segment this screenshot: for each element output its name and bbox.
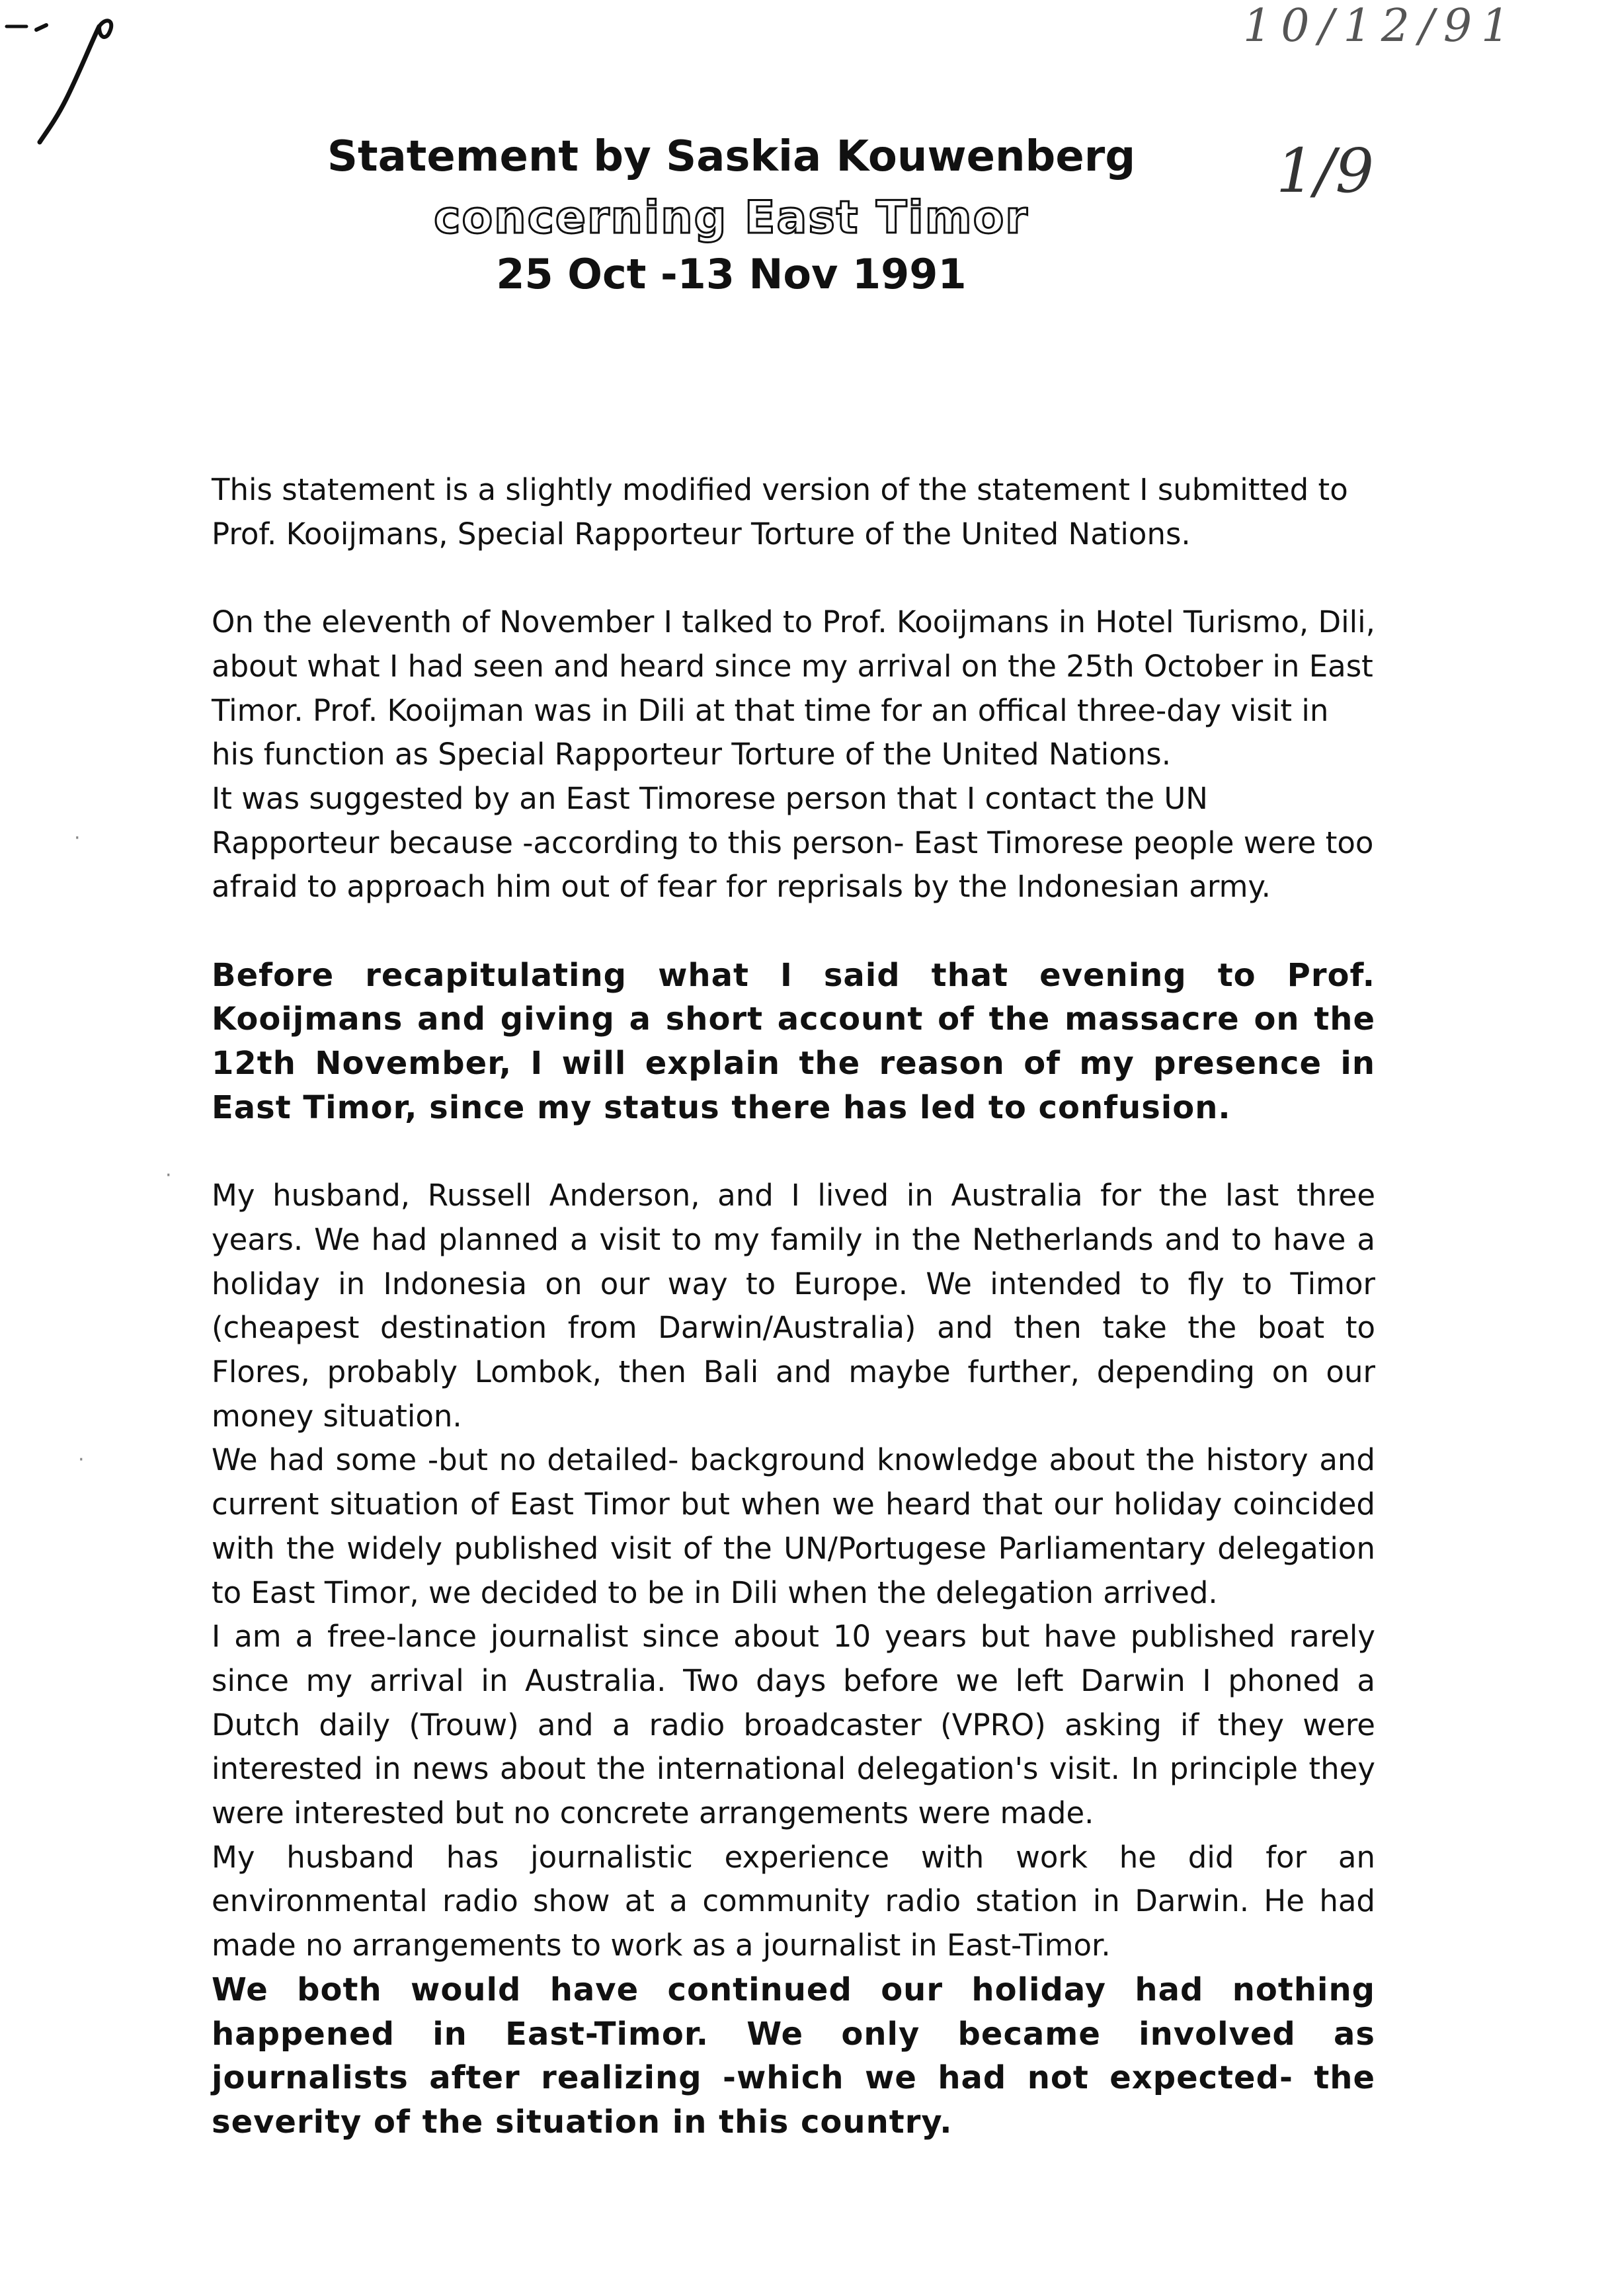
document-date-range: 25 Oct -13 Nov 1991 <box>496 250 967 298</box>
scan-speck: · <box>165 1164 172 1187</box>
paragraph-suggestion: It was suggested by an East Timorese person that I contact the UN Rapporteur because -according to this person- East Timorese people were too afraid to approach him out of fear for reprisals by the Indonesian army. <box>212 780 1374 905</box>
handwritten-date: 10/12/91 <box>1243 0 1519 52</box>
handwritten-pen-mark <box>0 0 132 152</box>
paragraph-journalist: I am a free-lance journalist since about 10 years but have published rarely since my arrival in Australia. Two days before we left Darwin I phoned a Dutch daily (Trouw) and a radio broadcaster (VPRO) asking if they were interested in news about the international delegation's visit. In principle they were interested but no concrete arrangements were made. <box>212 1619 1375 1831</box>
paragraph-meeting: On the eleventh of November I talked to Prof. Kooijmans in Hotel Turismo, Dili, about what I had seen and heard since my arrival on the 25th October in East Timor. Prof. Kooijman was in Dili at that time for an offical three-day visit in his function as Special Rapporteur Torture of the United Nations. <box>212 604 1375 772</box>
scan-speck: · <box>78 1448 85 1471</box>
page-number-mark: 1/9 <box>1276 136 1375 206</box>
paragraph-explanation: Before recapitulating what I said that evening to Prof. Kooijmans and giving a short account of the massacre on the 12th November, I will explain the reason of my presence in East Timor, since my status there has led to confusion. <box>212 956 1375 1126</box>
statement-body <box>212 468 1375 2145</box>
paragraph-intro: This statement is a slightly modified version of the statement I submitted to Prof. Kooijmans, Special Rapporteur Torture of the United Nations. <box>212 472 1348 552</box>
document-subtitle: concerning East Timor <box>434 192 1029 244</box>
paragraph-background: My husband, Russell Anderson, and I lived in Australia for the last three years. We had planned a visit to my family in the Netherlands and to have a holiday in Indonesia on our way to Europe. We intended to fly to Timor (cheapest destination from Darwin/Australia) and then take the boat to Flores, probably Lombok, then Bali and maybe further, depending on our money situation. <box>212 1178 1375 1434</box>
paragraph-husband: My husband has journalistic experience with work he did for an environmental radio show at a community radio station in Darwin. He had made no arrangements to work as a journalist in East-Timor. <box>212 1839 1375 1963</box>
scan-speck: · <box>74 827 81 850</box>
document-title: Statement by Saskia Kouwenberg <box>327 132 1136 181</box>
paragraph-delegation: We had some -but no detailed- background knowledge about the history and current situation of East Timor but when we heard that our holiday coincided with the widely published visit of the UN/Portugese Parliamentary delegation to East Timor, we decided to be in Dili when the delegation arrived. <box>212 1442 1375 1610</box>
paragraph-involvement: We both would have continued our holiday had nothing happened in East-Timor. We only became involved as journalists after realizing -which we had not expected- the severity of the situation in this country. <box>212 1971 1375 2141</box>
